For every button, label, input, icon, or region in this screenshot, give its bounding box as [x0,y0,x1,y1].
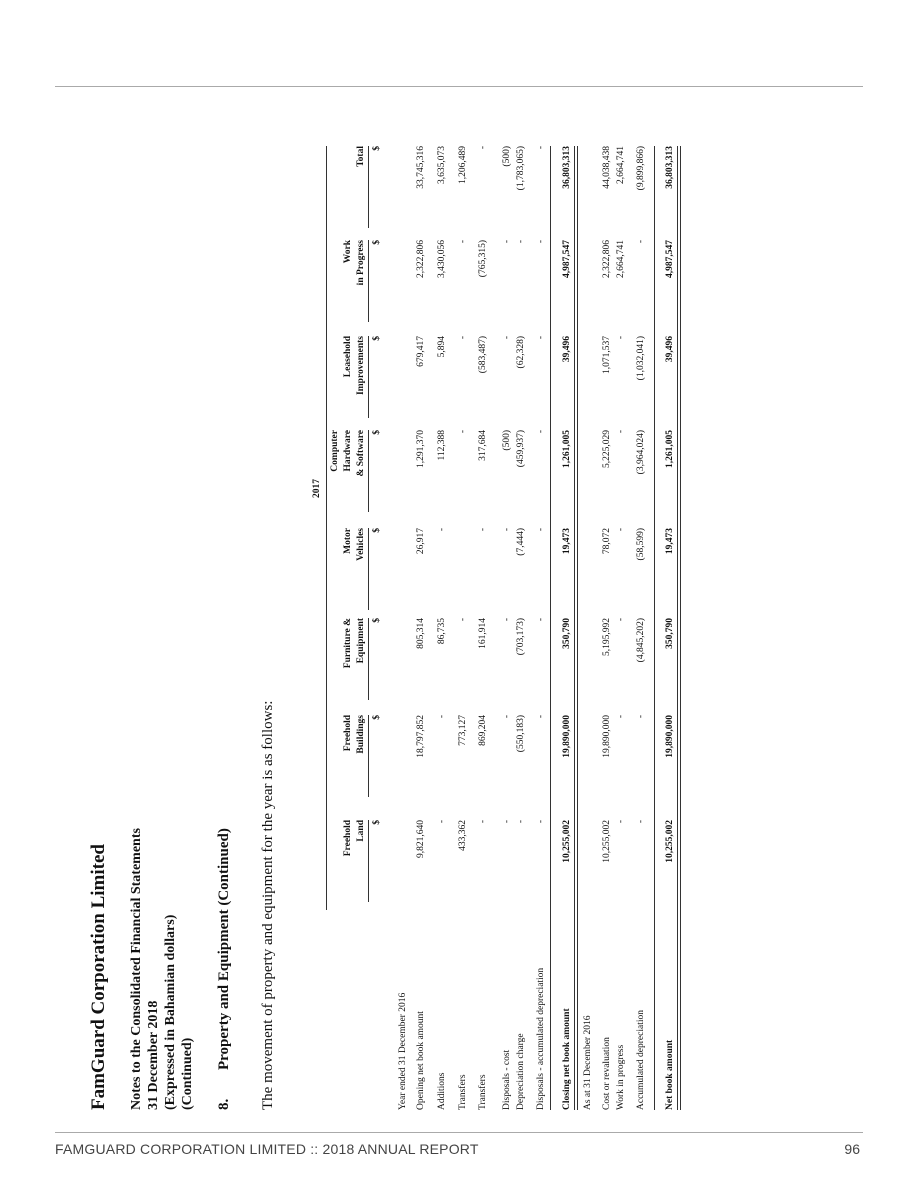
table-cell: - [636,240,646,244]
column-unit: $ [372,240,382,245]
column-header-rule [368,240,369,322]
column-header: Buildings [356,715,366,754]
column-unit: $ [372,715,382,720]
table-cell: 317,684 [478,430,488,461]
year-rule [326,146,327,910]
row-label: Additions [437,1072,447,1110]
table-cell: 86,735 [437,618,447,645]
column-header: & Software [356,430,366,477]
column-header: Freehold [343,820,353,857]
table-cell: 161,914 [478,618,488,649]
column-header: Work [343,240,353,264]
table-cell: - [516,240,526,244]
section-title: Property and Equipment (Continued) [216,828,232,1070]
table-cell: 4,987,547 [562,240,572,278]
notes-line: (Continued) [180,1037,195,1110]
row-label: Disposals - cost [502,1049,512,1110]
table-cell: 2,664,741 [616,146,626,184]
table-cell: (62,328) [516,336,526,369]
table-cell: - [636,715,646,719]
table-cell: 19,890,000 [562,715,572,758]
column-header-rule [368,528,369,610]
company-name: FamGuard Corporation Limited [88,844,109,1110]
rotated-page-content [80,120,720,1120]
column-unit: $ [372,146,382,151]
table-cell: - [516,820,526,824]
table-cell: 36,803,313 [665,146,675,189]
total-double-rule [677,146,681,1110]
column-header: Leasehold [343,336,353,378]
table-cell: - [458,336,468,340]
column-header-rule [368,618,369,700]
table-cell: - [437,528,447,532]
table-cell: - [536,715,546,719]
table-cell: (583,487) [478,336,488,374]
table-cell: 18,797,852 [416,715,426,758]
intro-text: The movement of property and equipment for the year is as follows: [260,700,276,1110]
table-cell: 39,496 [562,336,572,363]
row-label: Disposals - accumulated depreciation [536,967,546,1110]
row-label: Closing net book amount [562,1008,572,1110]
table-cell: - [478,146,488,150]
table-cell: 10,255,002 [562,820,572,863]
table-cell: (3,964,024) [636,430,646,475]
table-cell: - [502,240,512,244]
table-cell: 805,314 [416,618,426,649]
table-cell: 350,790 [562,618,572,649]
column-unit: $ [372,820,382,825]
table-cell: 44,038,438 [602,146,612,189]
table-cell: 19,473 [665,528,675,555]
table-cell: (7,444) [516,528,526,556]
table-cell: 3,635,073 [437,146,447,184]
page-number: 96 [844,1141,860,1157]
table-cell: 2,664,741 [616,240,626,278]
column-header: Land [356,820,366,842]
column-header: Freehold [343,715,353,752]
table-cell: 433,362 [458,820,468,851]
table-cell: 773,127 [458,715,468,746]
table-cell: - [502,336,512,340]
table-cell: 10,255,002 [665,820,675,863]
subtotal-rule [654,146,655,1110]
column-unit: $ [372,336,382,341]
table-cell: 36,803,313 [562,146,572,189]
table-cell: 78,072 [602,528,612,555]
table-cell: (500) [502,146,512,167]
table-cell: 4,987,547 [665,240,675,278]
table-cell: 10,255,002 [602,820,612,863]
table-cell: - [458,240,468,244]
table-cell: 2,322,806 [416,240,426,278]
table-cell: 39,496 [665,336,675,363]
row-label: Net book amount [665,1039,675,1110]
table-cell: 2,322,806 [602,240,612,278]
table-cell: (500) [502,430,512,451]
section-number: 8. [216,1098,232,1110]
footer-report-title: FAMGUARD CORPORATION LIMITED :: 2018 ANNUAL REPORT [55,1141,479,1157]
table-cell: - [536,528,546,532]
column-header: Furniture & [343,618,353,669]
column-unit: $ [372,430,382,435]
column-header: Hardware [343,430,353,472]
row-label: Opening net book amount [416,1011,426,1110]
table-cell: - [616,528,626,532]
table-cell: 33,745,316 [416,146,426,189]
row-label: Transfers [458,1074,468,1110]
table-cell: 19,473 [562,528,572,555]
table-cell: 5,894 [437,336,447,358]
column-header: in Progress [356,240,366,286]
notes-line: 31 December 2018 [146,1000,161,1110]
table-cell: - [536,618,546,622]
table-cell: - [536,820,546,824]
table-cell: 1,291,370 [416,430,426,468]
table-cell: - [458,430,468,434]
table-cell: - [502,820,512,824]
table-cell: (58,599) [636,528,646,561]
table-cell: 19,890,000 [665,715,675,758]
column-header: Vehicles [356,528,366,561]
notes-line: Notes to the Consolidated Financial Statements [129,828,144,1110]
column-header-rule [368,430,369,512]
table-cell: 679,417 [416,336,426,367]
table-cell: 19,890,000 [602,715,612,758]
table-cell: - [636,820,646,824]
property-equipment-table [80,120,720,1120]
column-header-rule [368,715,369,797]
row-label: Year ended 31 December 2016 [398,992,408,1110]
table-cell: 5,225,029 [602,430,612,468]
row-label: Accumulated depreciation [636,1010,646,1110]
total-double-rule [574,146,578,1110]
table-cell: 350,790 [665,618,675,649]
table-cell: 1,071,537 [602,336,612,374]
column-unit: $ [372,618,382,623]
table-cell: - [616,820,626,824]
table-cell: - [616,336,626,340]
table-cell: - [478,528,488,532]
table-cell: (703,173) [516,618,526,656]
table-cell: 112,388 [437,430,447,461]
column-unit: $ [372,528,382,533]
table-cell: 1,261,005 [665,430,675,468]
top-rule [55,86,863,87]
table-cell: 1,261,005 [562,430,572,468]
table-cell: (1,032,041) [636,336,646,381]
table-cell: (550,183) [516,715,526,753]
table-cell: 5,195,992 [602,618,612,656]
year-heading: 2017 [312,479,322,498]
row-label: Depreciation charge [516,1033,526,1110]
table-cell: - [502,528,512,532]
table-cell: - [616,430,626,434]
column-header-rule [368,336,369,418]
column-header: Motor [343,528,353,554]
table-cell: - [616,715,626,719]
table-cell: - [536,240,546,244]
table-cell: (459,937) [516,430,526,468]
column-header: Improvements [356,336,366,395]
column-header: Total [356,146,366,167]
row-label: Cost or revaluation [602,1037,612,1110]
row-label: Transfers [478,1074,488,1110]
table-cell: 9,821,640 [416,820,426,858]
table-cell: - [536,336,546,340]
column-header: Computer [330,430,340,472]
bottom-rule [55,1132,863,1133]
table-cell: 1,206,489 [458,146,468,184]
table-cell: - [536,430,546,434]
table-cell: (1,783,065) [516,146,526,191]
table-cell: (9,899,866) [636,146,646,191]
table-cell: (765,315) [478,240,488,278]
table-cell: 26,917 [416,528,426,555]
column-header-rule [368,820,369,902]
table-cell: 869,204 [478,715,488,746]
notes-line: (Expressed in Bahamian dollars) [163,914,178,1110]
table-cell: - [437,820,447,824]
table-cell: - [502,715,512,719]
table-cell: (4,845,202) [636,618,646,663]
table-cell: - [536,146,546,150]
row-label: Work in progress [616,1044,626,1110]
table-cell: - [437,715,447,719]
column-header-rule [368,146,369,228]
subtotal-rule [550,146,551,1110]
row-label: As at 31 December 2016 [583,1015,593,1110]
table-cell: - [616,618,626,622]
table-cell: 3,430,056 [437,240,447,278]
table-cell: - [458,618,468,622]
table-cell: - [478,820,488,824]
table-cell: - [502,618,512,622]
column-header: Equipment [356,618,366,664]
